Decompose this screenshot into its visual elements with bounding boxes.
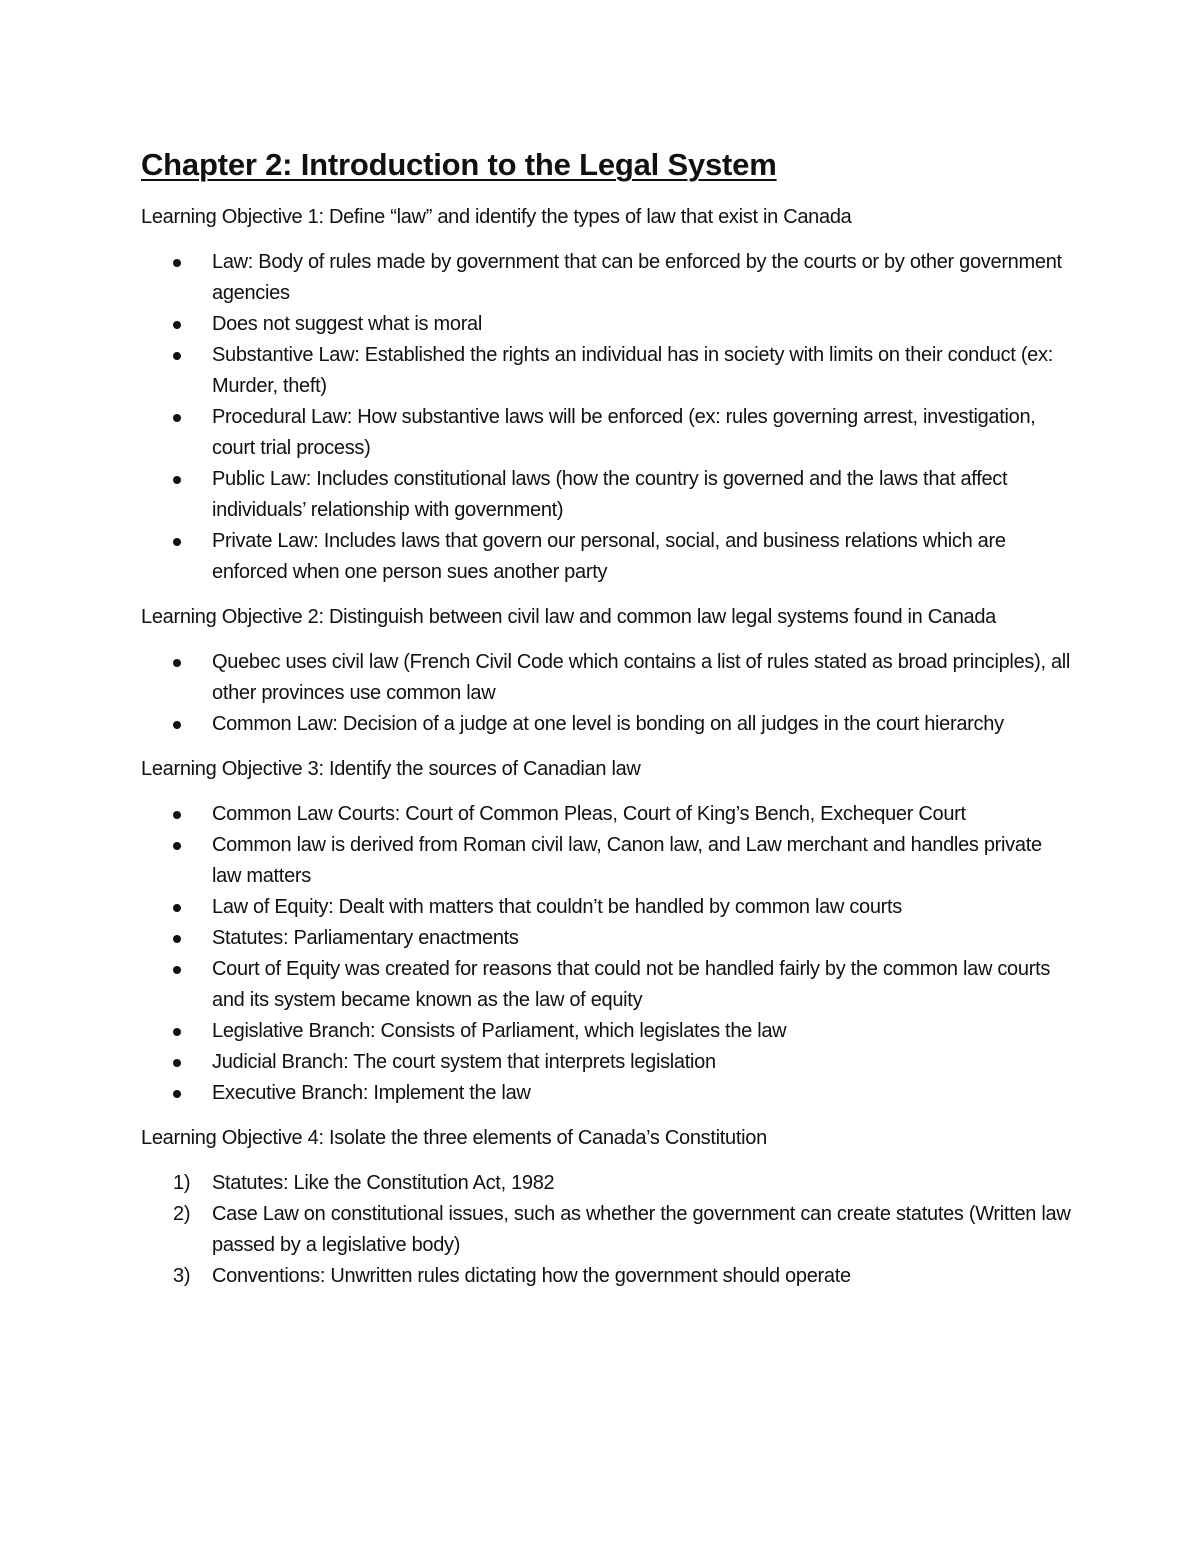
list-item bbox=[141, 1047, 1071, 1078]
list-item-text: Quebec uses civil law (French Civil Code which contains a list of rules stated as broad principles), all other provinces use common law bbox=[212, 651, 1071, 704]
list-item-text: Common Law: Decision of a judge at one level is bonding on all judges in the court hierarchy bbox=[212, 713, 1004, 735]
list-item bbox=[141, 247, 1071, 309]
learning-objective-heading: Learning Objective 2: Distinguish between civil law and common law legal systems found in Canada bbox=[141, 606, 996, 628]
bullet-icon bbox=[173, 1028, 181, 1036]
list-item-text: Legislative Branch: Consists of Parliament, which legislates the law bbox=[212, 1020, 787, 1042]
list-item-text: Judicial Branch: The court system that interprets legislation bbox=[212, 1051, 716, 1073]
list-number: 3) bbox=[173, 1265, 191, 1287]
list-item-text: Does not suggest what is moral bbox=[212, 313, 483, 335]
learning-objective-heading: Learning Objective 3: Identify the sources of Canadian law bbox=[141, 758, 641, 780]
list-item bbox=[141, 830, 1071, 892]
bullet-icon bbox=[173, 721, 181, 729]
bullet-list bbox=[141, 247, 1071, 588]
list-item bbox=[141, 1016, 1071, 1047]
bullet-icon bbox=[173, 414, 181, 422]
bullet-list bbox=[141, 799, 1071, 1109]
list-item-text: Conventions: Unwritten rules dictating how the government should operate bbox=[212, 1265, 851, 1287]
document-content bbox=[141, 146, 1071, 1306]
list-item-text: Case Law on constitutional issues, such as whether the government can create statutes (Written law passed by a legislative body) bbox=[212, 1203, 1071, 1256]
list-item bbox=[141, 1199, 1071, 1261]
list-item-text: Statutes: Like the Constitution Act, 1982 bbox=[212, 1172, 555, 1194]
bullet-icon bbox=[173, 935, 181, 943]
learning-objective-heading: Learning Objective 4: Isolate the three elements of Canada’s Constitution bbox=[141, 1127, 767, 1149]
bullet-icon bbox=[173, 352, 181, 360]
list-item bbox=[141, 799, 1071, 830]
bullet-icon bbox=[173, 259, 181, 267]
list-item-text: Common law is derived from Roman civil law, Canon law, and Law merchant and handles private law matters bbox=[212, 834, 1042, 887]
list-item-text: Common Law Courts: Court of Common Pleas, Court of King’s Bench, Exchequer Court bbox=[212, 803, 966, 825]
list-number: 2) bbox=[173, 1203, 191, 1225]
list-item-text: Substantive Law: Established the rights an individual has in society with limits on their conduct (ex: Murder, theft) bbox=[212, 344, 1053, 397]
list-item-text: Law: Body of rules made by government that can be enforced by the courts or by other government agencies bbox=[212, 251, 1062, 304]
bullet-icon bbox=[173, 904, 181, 912]
list-item bbox=[141, 709, 1071, 740]
list-item-text: Executive Branch: Implement the law bbox=[212, 1082, 531, 1104]
list-item-text: Procedural Law: How substantive laws will be enforced (ex: rules governing arrest, investigation, court trial process) bbox=[212, 406, 1036, 459]
list-item bbox=[141, 954, 1071, 1016]
bullet-icon bbox=[173, 966, 181, 974]
list-item-text: Public Law: Includes constitutional laws (how the country is governed and the laws that affect individuals’ relationship with government) bbox=[212, 468, 1008, 521]
list-item-text: Court of Equity was created for reasons that could not be handled fairly by the common law courts and its system became known as the law of equity bbox=[212, 958, 1051, 1011]
list-item bbox=[141, 464, 1071, 526]
bullet-icon bbox=[173, 842, 181, 850]
list-item bbox=[141, 923, 1071, 954]
list-item-text: Law of Equity: Dealt with matters that couldn’t be handled by common law courts bbox=[212, 896, 902, 918]
bullet-icon bbox=[173, 538, 181, 546]
list-item bbox=[141, 526, 1071, 588]
list-number: 1) bbox=[173, 1172, 191, 1194]
bullet-icon bbox=[173, 1059, 181, 1067]
bullet-list bbox=[141, 647, 1071, 740]
page-title: Chapter 2: Introduction to the Legal System bbox=[141, 147, 777, 182]
list-item bbox=[141, 402, 1071, 464]
bullet-icon bbox=[173, 811, 181, 819]
list-item bbox=[141, 647, 1071, 709]
numbered-list bbox=[141, 1168, 1071, 1292]
list-item bbox=[141, 1168, 1071, 1199]
list-item bbox=[141, 1261, 1071, 1292]
list-item bbox=[141, 1078, 1071, 1109]
list-item-text: Private Law: Includes laws that govern our personal, social, and business relations which are enforced when one person sues another party bbox=[212, 530, 1006, 583]
bullet-icon bbox=[173, 659, 181, 667]
bullet-icon bbox=[173, 476, 181, 484]
list-item bbox=[141, 309, 1071, 340]
list-item bbox=[141, 340, 1071, 402]
list-item bbox=[141, 892, 1071, 923]
list-item-text: Statutes: Parliamentary enactments bbox=[212, 927, 519, 949]
bullet-icon bbox=[173, 1090, 181, 1098]
bullet-icon bbox=[173, 321, 181, 329]
learning-objective-heading: Learning Objective 1: Define “law” and identify the types of law that exist in Canada bbox=[141, 206, 852, 228]
